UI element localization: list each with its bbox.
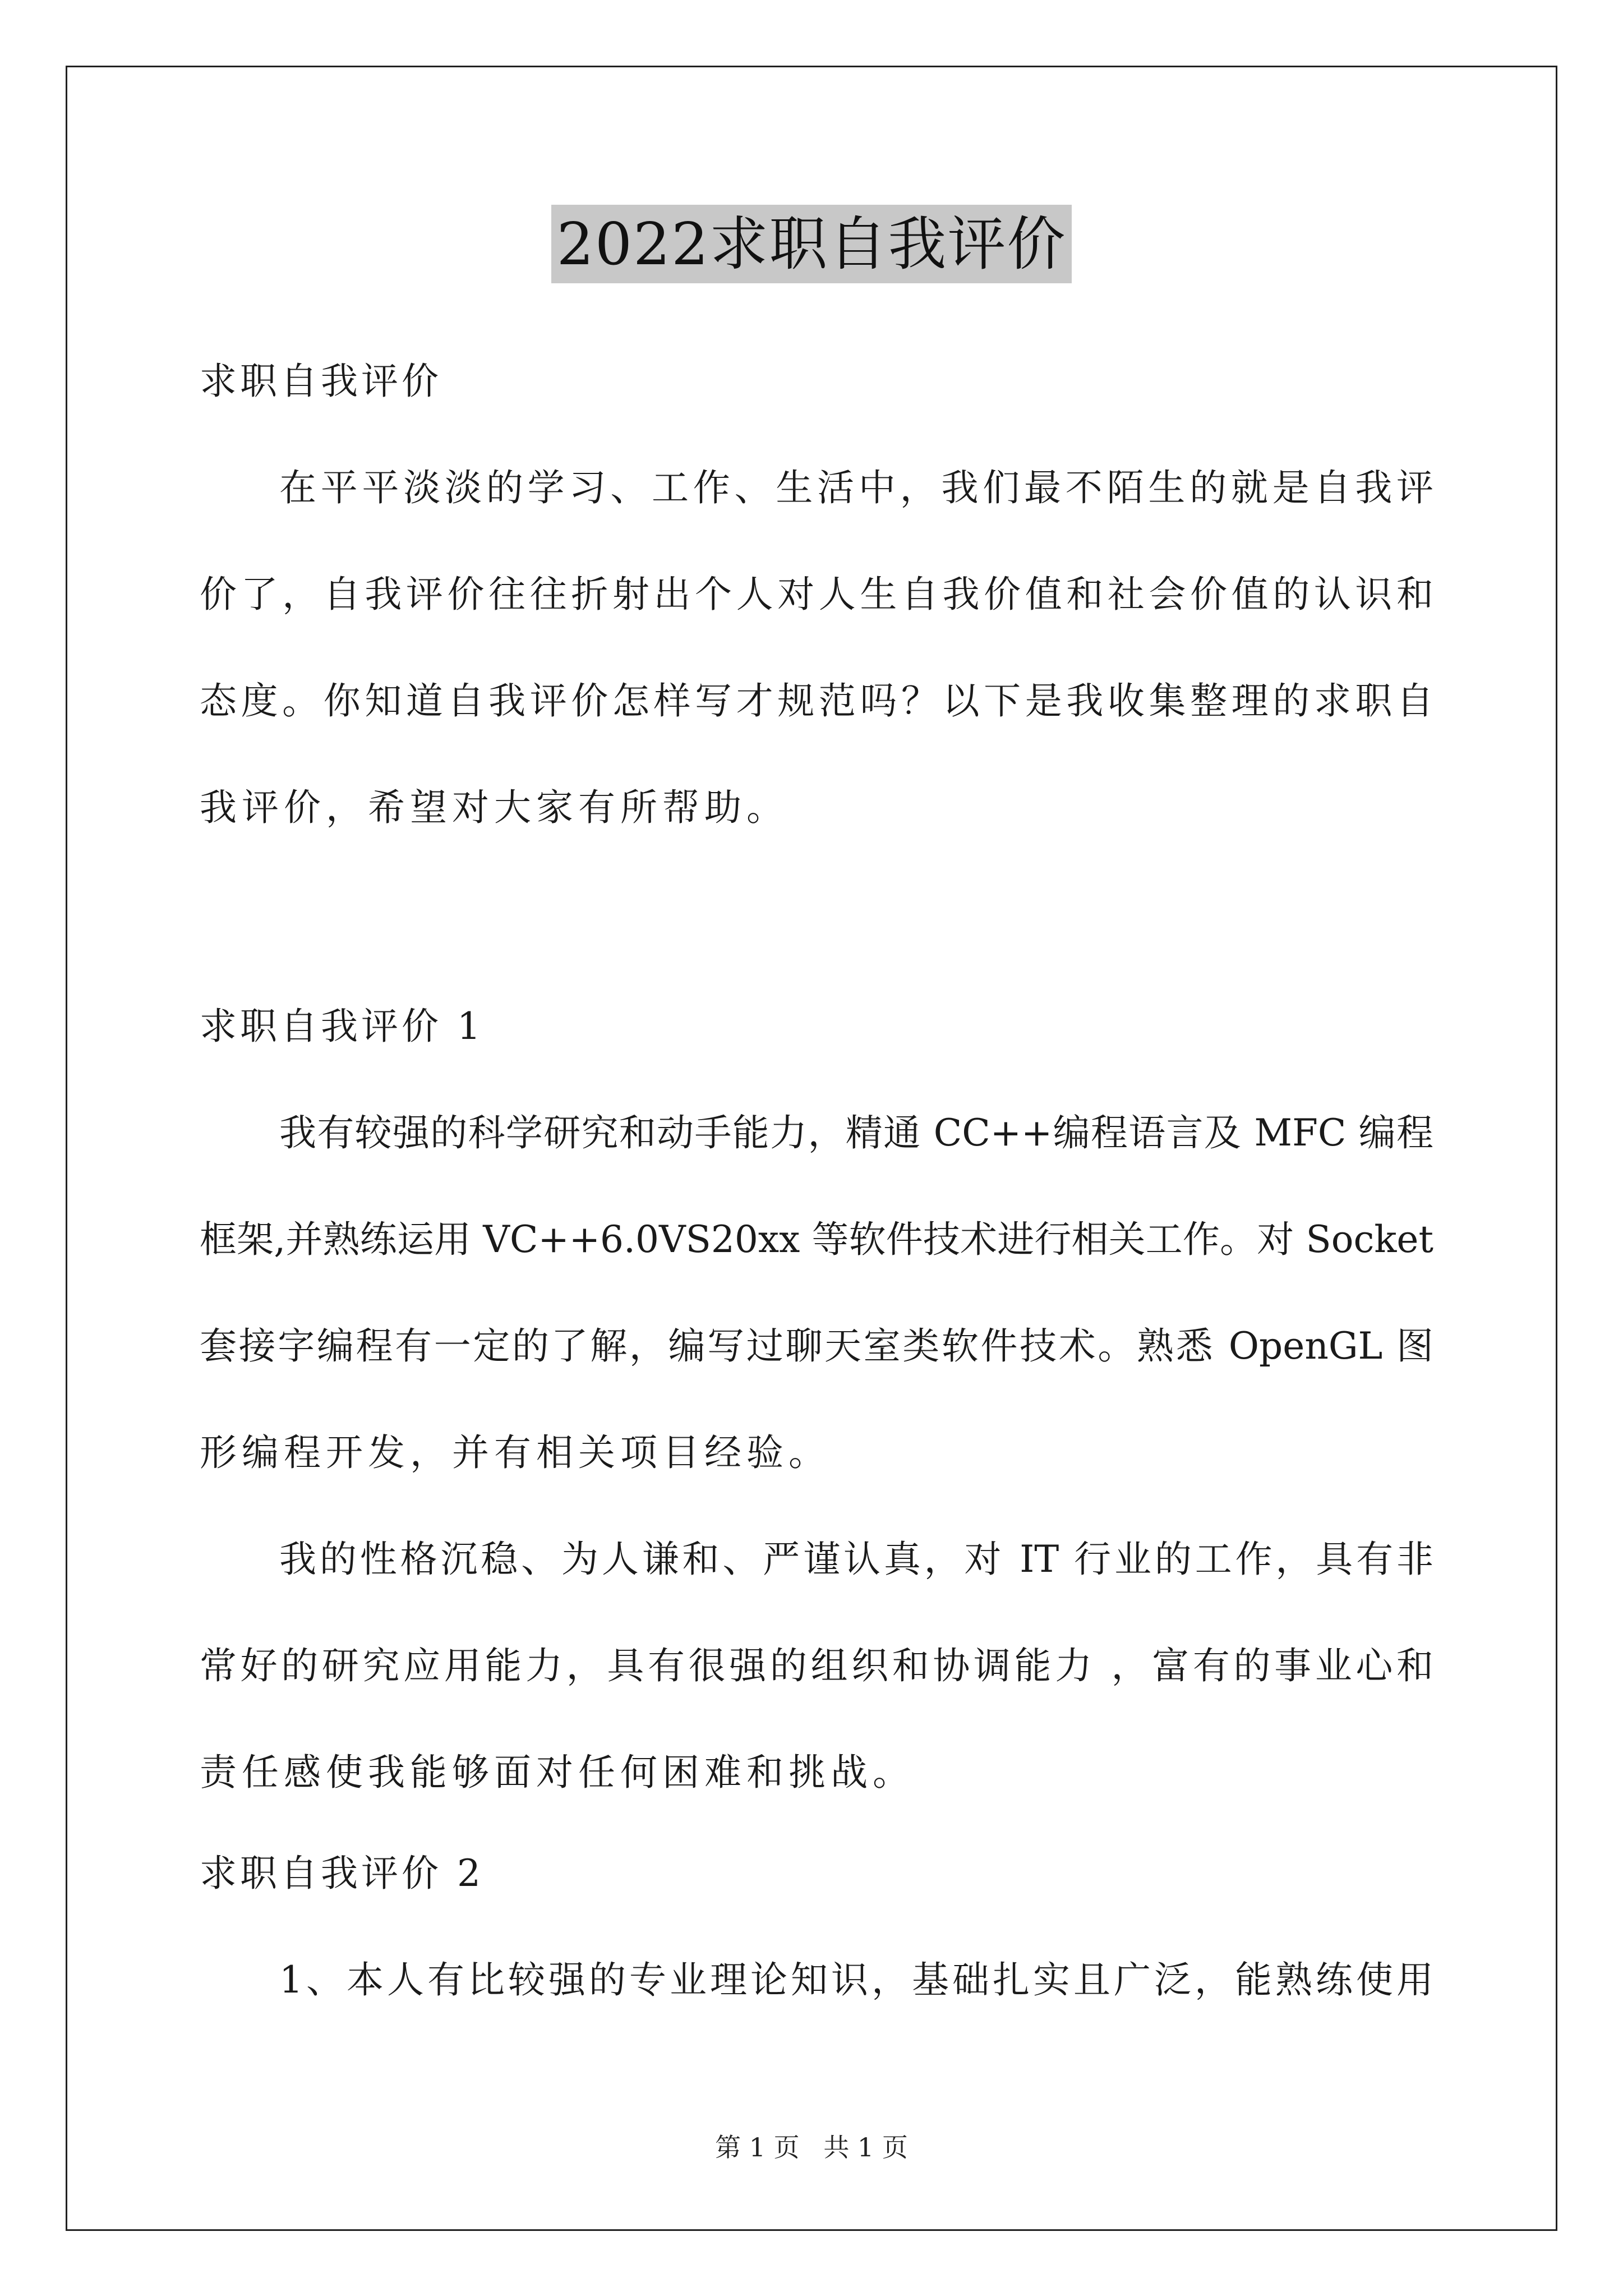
paragraph-line: 态度。你知道自我评价怎样写才规范吗？以下是我收集整理的求职自 [200,679,1433,723]
section-heading: 求职自我评价 1 [200,1005,484,1048]
paragraph-line: 我有较强的科学研究和动手能力，精通 CC++编程语言及 MFC 编程 [279,1111,1433,1154]
section-heading: 求职自我评价 2 [200,1852,484,1895]
paragraph-line: 套接字编程有一定的了解，编写过聊天室类软件技术。熟悉 OpenGL 图 [200,1324,1433,1368]
page-total: 共 1 页 [823,2132,908,2162]
page-footer [0,2132,1623,2163]
paragraph-line: 在平平淡淡的学习、工作、生活中，我们最不陌生的就是自我评 [279,466,1433,509]
paragraph-line: 形编程开发，并有相关项目经验。 [200,1431,831,1474]
section-heading: 求职自我评价 [200,360,442,403]
paragraph-line: 1、本人有比较强的专业理论知识，基础扎实且广泛，能熟练使用 [279,1958,1433,2001]
paragraph-line: 我评价，希望对大家有所帮助。 [200,786,789,829]
paragraph-line: 责任感使我能够面对任何困难和挑战。 [200,1751,915,1794]
paragraph-line: 价了，自我评价往往折射出个人对人生自我价值和社会价值的认识和 [200,573,1433,616]
title-container [0,205,1623,283]
page-number: 第 1 页 [715,2132,800,2162]
paragraph-line: 我的性格沉稳、为人谦和、严谨认真，对 IT 行业的工作，具有非 [279,1538,1433,1581]
paragraph-line: 常好的研究应用能力，具有很强的组织和协调能力 ，富有的事业心和 [200,1644,1433,1687]
document-title: 2022求职自我评价 [551,205,1072,283]
paragraph-line: 框架,并熟练运用 VC++6.0VS20xx 等软件技术进行相关工作。对 Socket [200,1218,1433,1261]
